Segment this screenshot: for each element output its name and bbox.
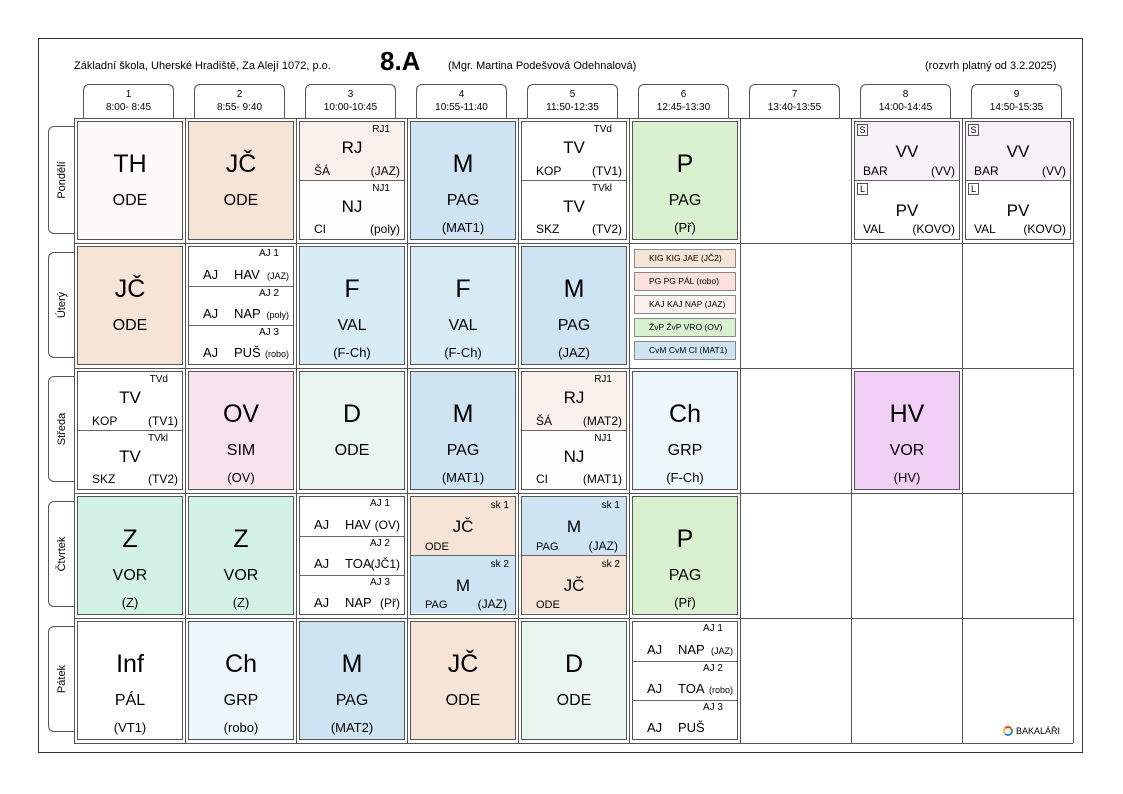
lesson-cell[interactable] (77, 121, 183, 240)
lesson-subject: JČ (563, 576, 585, 595)
grid-line (74, 493, 1073, 494)
lesson-room: (JAZ) (711, 646, 733, 656)
lesson-teacher: GRP (667, 442, 703, 459)
class-name: 8.A (380, 46, 421, 76)
lesson-room: (F-Ch) (333, 345, 371, 360)
lesson-subject: M (452, 400, 474, 428)
week-tag: L (968, 183, 979, 195)
lesson-subject: P (676, 150, 694, 178)
grid-line (740, 118, 741, 743)
lesson-room: (Z) (232, 595, 250, 610)
period-header: 6 12:45-13:30 (638, 84, 729, 118)
lesson-teacher: PAG (446, 192, 480, 209)
lesson-group[interactable] (300, 497, 404, 536)
lesson-group[interactable] (300, 575, 404, 614)
day-header: Pondělí (48, 126, 74, 234)
lesson-teacher: TOA (678, 681, 705, 696)
lesson-teacher: HAV (234, 267, 260, 282)
lesson-teacher: PÁL (114, 692, 146, 709)
lesson-subject: HV (889, 400, 925, 428)
lesson-group[interactable] (300, 536, 404, 575)
lesson-teacher: ŠÁ (314, 164, 331, 178)
lesson-cell[interactable] (77, 246, 183, 365)
lesson-teacher: VAL (974, 222, 996, 236)
logo-icon (1003, 726, 1013, 736)
lesson-subject: AJ (203, 267, 219, 282)
lesson-teacher: ODE (425, 541, 449, 553)
day-header: Pátek (48, 626, 74, 732)
lesson-cell[interactable] (188, 621, 294, 740)
lesson-group[interactable] (189, 286, 293, 325)
lesson-cell-split[interactable] (410, 496, 516, 615)
lesson-cell[interactable] (77, 496, 183, 615)
day-header: Středa (48, 376, 74, 482)
lesson-cell[interactable] (410, 621, 516, 740)
lesson-subject: AJ (203, 345, 219, 360)
period-header: 7 13:40-13:55 (749, 84, 840, 118)
lesson-cell[interactable] (299, 246, 405, 365)
grid-line (962, 118, 963, 743)
lesson-room: (OV) (227, 470, 255, 485)
lesson-room: (JAZ) (477, 597, 507, 611)
grid-line (74, 118, 1073, 119)
lesson-group[interactable] (522, 122, 626, 180)
week-tag: L (857, 183, 868, 195)
lesson-subject: AJ (203, 306, 219, 321)
lesson-subject: VV (895, 142, 919, 161)
lesson-room: (Př) (380, 596, 400, 610)
elective-item[interactable]: KIG KIG JAE (JČ2) (634, 249, 736, 268)
lesson-subject: NJ (341, 197, 363, 216)
lesson-teacher: PAG (335, 692, 369, 709)
lesson-cell-split[interactable] (521, 496, 627, 615)
lesson-group[interactable] (411, 497, 515, 555)
lesson-teacher: VOR (889, 442, 925, 459)
class-teacher: (Mgr. Martina Podešvová Odehnalová) (448, 60, 637, 72)
lesson-teacher: ODE (223, 192, 259, 209)
lesson-subject: F (455, 275, 471, 303)
lesson-teacher: NAP (678, 642, 705, 657)
lesson-group[interactable] (855, 122, 959, 180)
lesson-subject: NJ (563, 447, 585, 466)
lesson-teacher: VAL (337, 317, 367, 334)
period-header: 1 8:00- 8:45 (83, 84, 174, 118)
lesson-room: (TV1) (592, 164, 622, 178)
elective-item[interactable]: KAJ KAJ NAP (JAZ) (634, 295, 736, 314)
lesson-teacher: ODE (445, 692, 481, 709)
lesson-subject: AJ (314, 595, 330, 610)
group-label: TVkl (148, 433, 168, 444)
lesson-teacher: PAG (425, 599, 448, 611)
period-header: 8 14:00-14:45 (860, 84, 951, 118)
lesson-teacher: KOP (92, 414, 118, 428)
lesson-teacher: VAL (448, 317, 478, 334)
lesson-teacher: NAP (234, 306, 261, 321)
grid-line (74, 618, 1073, 619)
lesson-teacher: GRP (223, 692, 259, 709)
lesson-room: (VV) (1042, 164, 1066, 178)
lesson-teacher: ODE (334, 442, 370, 459)
lesson-teacher: PAG (536, 541, 559, 553)
lesson-subject: M (455, 576, 471, 595)
lesson-teacher: PUŠ (678, 720, 705, 735)
lesson-teacher: PAG (446, 442, 480, 459)
lesson-group[interactable] (300, 122, 404, 180)
group-label: RJ1 (372, 124, 390, 135)
lesson-room: (JČ1) (370, 557, 400, 571)
elective-item[interactable]: CvM CvM CI (MAT1) (634, 341, 736, 360)
lesson-group[interactable] (522, 555, 626, 613)
lesson-cell[interactable] (410, 371, 516, 490)
lesson-subject: D (342, 400, 362, 428)
lesson-cell[interactable] (632, 371, 738, 490)
lesson-room: (JAZ) (267, 271, 289, 281)
lesson-group[interactable] (522, 430, 626, 488)
group-label: sk 2 (601, 559, 620, 570)
lesson-teacher: ODE (556, 692, 592, 709)
lesson-subject: P (676, 525, 694, 553)
lesson-subject: PV (1006, 201, 1030, 220)
lesson-group[interactable] (189, 247, 293, 286)
group-label: AJ 3 (702, 702, 723, 713)
lesson-subject: TV (119, 388, 141, 407)
lesson-cell-split[interactable] (521, 371, 627, 490)
lesson-subject: TV (563, 197, 585, 216)
lesson-subject: Ch (669, 400, 701, 428)
lesson-room: (robo) (264, 349, 289, 359)
lesson-room: (robo) (223, 720, 259, 735)
lesson-room: (Př) (674, 595, 696, 610)
lesson-subject: JČ (447, 650, 479, 678)
lesson-group[interactable] (855, 180, 959, 238)
group-label: AJ 3 (258, 327, 279, 338)
lesson-teacher: BAR (863, 164, 888, 178)
lesson-room: (KOVO) (912, 222, 955, 236)
lesson-teacher: SKZ (536, 222, 560, 236)
lesson-subject: D (564, 650, 584, 678)
week-tag: S (968, 124, 979, 136)
lesson-teacher: ODE (536, 599, 560, 611)
period-header: 5 11:50-12:35 (527, 84, 618, 118)
bakalari-logo: BAKALÁŘI (1003, 726, 1060, 736)
lesson-group[interactable] (78, 372, 182, 430)
lesson-room: (Z) (121, 595, 139, 610)
lesson-room: (MAT2) (582, 414, 622, 428)
lesson-cell[interactable] (188, 121, 294, 240)
lesson-subject: M (452, 150, 474, 178)
lesson-subject: JČ (114, 275, 146, 303)
lesson-teacher: ŠÁ (536, 414, 553, 428)
lesson-room: (VT1) (113, 720, 147, 735)
lesson-subject: AJ (314, 556, 330, 571)
day-header: Čtvrtek (48, 501, 74, 607)
group-label: TVkl (592, 183, 612, 194)
lesson-teacher: PAG (668, 192, 702, 209)
lesson-subject: RJ (563, 388, 585, 407)
lesson-subject: VV (1006, 142, 1030, 161)
lesson-subject: RJ (341, 138, 363, 157)
lesson-cell-split[interactable] (632, 621, 738, 740)
lesson-teacher: PUŠ (234, 345, 261, 360)
lesson-subject: AJ (647, 681, 663, 696)
lesson-subject: PV (895, 201, 919, 220)
lesson-subject: TV (119, 447, 141, 466)
grid-line (518, 118, 519, 743)
lesson-cell[interactable] (188, 496, 294, 615)
lesson-subject: Ch (225, 650, 257, 678)
lesson-room: (MAT1) (441, 220, 485, 235)
lesson-teacher: HAV (345, 517, 371, 532)
lesson-subject: Z (122, 525, 138, 553)
lesson-room: (MAT2) (330, 720, 374, 735)
lesson-subject: OV (222, 400, 260, 428)
lesson-room: (F-Ch) (666, 470, 704, 485)
lesson-teacher: ODE (112, 317, 148, 334)
lesson-cell[interactable] (854, 371, 960, 490)
grid-line (1073, 118, 1074, 743)
lesson-teacher: CI (314, 222, 326, 236)
lesson-teacher: CI (536, 472, 548, 486)
grid-line (74, 118, 75, 743)
lesson-group[interactable] (633, 700, 737, 739)
lesson-teacher: TOA (345, 556, 372, 571)
grid-line (185, 118, 186, 743)
lesson-group[interactable] (633, 622, 737, 661)
group-label: AJ 2 (258, 288, 279, 299)
lesson-group[interactable] (633, 661, 737, 700)
lesson-room: (TV2) (148, 472, 178, 486)
lesson-cell[interactable] (632, 121, 738, 240)
lesson-subject: JČ (452, 517, 474, 536)
lesson-subject: AJ (314, 517, 330, 532)
lesson-group[interactable] (78, 430, 182, 488)
validity-date: (rozvrh platný od 3.2.2025) (925, 60, 1057, 72)
lesson-teacher: KOP (536, 164, 562, 178)
lesson-subject: TH (113, 150, 147, 178)
lesson-room: (JAZ) (370, 164, 400, 178)
lesson-teacher: VAL (863, 222, 885, 236)
lesson-teacher: BAR (974, 164, 999, 178)
elective-item[interactable]: ŽvP ŽvP VRO (OV) (634, 318, 736, 337)
lesson-cell-split[interactable] (854, 121, 960, 240)
lesson-cell[interactable] (632, 496, 738, 615)
lesson-subject: AJ (647, 720, 663, 735)
lesson-room: (VV) (931, 164, 955, 178)
lesson-cell-split[interactable] (77, 371, 183, 490)
lesson-group[interactable] (189, 325, 293, 364)
lesson-cell[interactable] (299, 621, 405, 740)
lesson-teacher: NAP (345, 595, 372, 610)
lesson-group[interactable] (411, 555, 515, 613)
lesson-cell[interactable] (410, 121, 516, 240)
group-label: NJ1 (372, 183, 390, 194)
lesson-room: (KOVO) (1023, 222, 1066, 236)
group-label: AJ 3 (369, 577, 390, 588)
group-label: AJ 2 (369, 538, 390, 549)
lesson-subject: M (563, 275, 585, 303)
lesson-group[interactable] (522, 372, 626, 430)
day-header: Úterý (48, 252, 74, 358)
elective-item[interactable]: PG PG PÁL (robo) (634, 272, 736, 291)
lesson-cell[interactable] (410, 246, 516, 365)
lesson-cell-split[interactable] (299, 496, 405, 615)
group-label: AJ 1 (702, 623, 723, 634)
lesson-room: (JAZ) (558, 345, 590, 360)
group-label: AJ 1 (369, 498, 390, 509)
lesson-teacher: SKZ (92, 472, 116, 486)
period-header: 4 10:55-11:40 (416, 84, 507, 118)
lesson-cell[interactable] (299, 371, 405, 490)
lesson-room: (poly) (266, 310, 289, 320)
week-tag: S (857, 124, 868, 136)
lesson-teacher: VOR (112, 567, 148, 584)
lesson-cell[interactable] (188, 371, 294, 490)
lesson-teacher: PAG (557, 317, 591, 334)
group-label: RJ1 (594, 374, 612, 385)
group-label: NJ1 (594, 433, 612, 444)
lesson-group[interactable] (966, 122, 1070, 180)
lesson-subject: F (344, 275, 360, 303)
elective-cell[interactable] (632, 246, 738, 365)
lesson-subject: M (566, 517, 582, 536)
group-label: sk 2 (490, 559, 509, 570)
lesson-group[interactable] (966, 180, 1070, 238)
school-name: Základní škola, Uherské Hradiště, Za Alejí 1072, p.o. (74, 60, 331, 72)
grid-line (296, 118, 297, 743)
lesson-room: (OV) (374, 518, 400, 532)
lesson-subject: Z (233, 525, 249, 553)
lesson-cell-split[interactable] (299, 121, 405, 240)
group-label: AJ 2 (702, 663, 723, 674)
grid-line (74, 368, 1073, 369)
period-header: 9 14:50-15:35 (971, 84, 1062, 118)
lesson-room: (HV) (893, 470, 921, 485)
group-label: TVd (149, 374, 168, 385)
lesson-cell-split[interactable] (965, 121, 1071, 240)
lesson-subject: Inf (116, 650, 144, 678)
lesson-group[interactable] (300, 180, 404, 238)
lesson-group[interactable] (522, 180, 626, 238)
lesson-cell[interactable] (521, 246, 627, 365)
grid-line (629, 118, 630, 743)
lesson-room: (Př) (674, 220, 696, 235)
group-label: sk 1 (490, 500, 509, 511)
period-header: 2 8:55- 9:40 (194, 84, 285, 118)
lesson-subject: M (341, 650, 363, 678)
grid-line (74, 743, 1073, 744)
lesson-teacher: SIM (226, 442, 256, 459)
lesson-teacher: VOR (223, 567, 259, 584)
grid-line (851, 118, 852, 743)
period-header: 3 10:00-10:45 (305, 84, 396, 118)
lesson-cell[interactable] (521, 621, 627, 740)
lesson-teacher: ODE (112, 192, 148, 209)
lesson-room: (poly) (369, 222, 400, 236)
lesson-room: (MAT1) (582, 472, 622, 486)
group-label: TVd (593, 124, 612, 135)
lesson-subject: TV (563, 138, 585, 157)
grid-line (407, 118, 408, 743)
lesson-subject: JČ (225, 150, 257, 178)
group-label: sk 1 (601, 500, 620, 511)
lesson-cell-split[interactable] (521, 121, 627, 240)
lesson-group[interactable] (522, 497, 626, 555)
lesson-room: (robo) (708, 685, 733, 695)
lesson-cell[interactable] (77, 621, 183, 740)
lesson-room: (MAT1) (441, 470, 485, 485)
lesson-subject: AJ (647, 642, 663, 657)
lesson-room: (TV2) (592, 222, 622, 236)
grid-line (74, 243, 1073, 244)
group-label: AJ 1 (258, 248, 279, 259)
lesson-room: (F-Ch) (444, 345, 482, 360)
lesson-cell-split[interactable] (188, 246, 294, 365)
lesson-room: (TV1) (148, 414, 178, 428)
lesson-room: (JAZ) (588, 539, 618, 553)
lesson-teacher: PAG (668, 567, 702, 584)
